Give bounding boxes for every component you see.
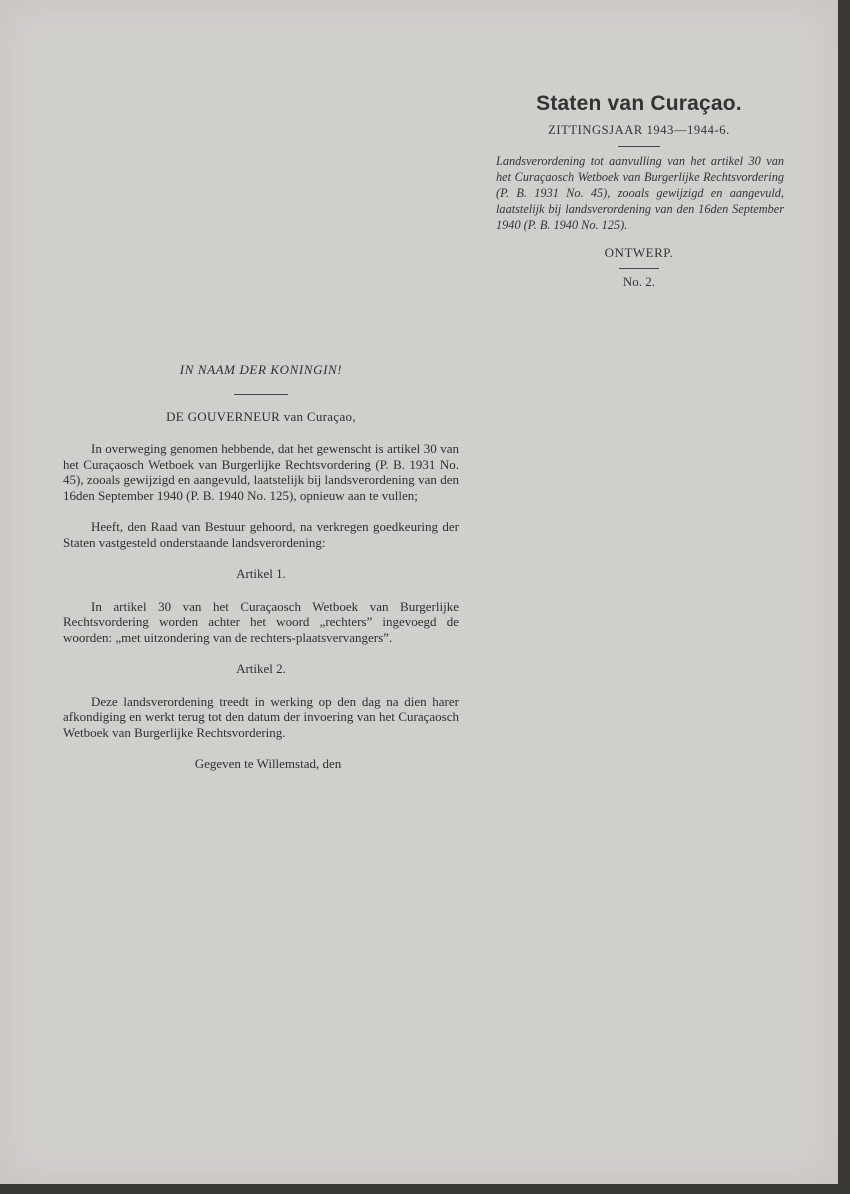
draft-divider [619, 268, 659, 269]
royal-motto: IN NAAM DER KONINGIN! [179, 362, 343, 377]
document-number: No. 2. [622, 274, 656, 289]
enactment-paragraph: Heeft, den Raad van Bestuur gehoord, na verkregen goedkeuring der Staten vastgesteld onderstaande landsverordening: [63, 519, 459, 550]
motto-divider [234, 394, 288, 395]
scan-edge-bottom [0, 1184, 850, 1194]
draft-label: ONTWERP. [604, 245, 674, 260]
header-divider [618, 146, 660, 147]
session-year: ZITTINGSJAAR 1943—1944-6. [548, 123, 730, 137]
article-1-heading: Artikel 1. [236, 566, 286, 581]
governor-line: DE GOUVERNEUR van Curaçao, [166, 408, 356, 424]
article-2-heading: Artikel 2. [236, 661, 286, 676]
consideration-paragraph: In overweging genomen hebbende, dat het gewenscht is artikel 30 van het Curaçaosch Wetboek van Burgerlijke Rechtsvordering (P. B. 1931 No. 45), zooals gewijzigd en aangevuld, laatstelijk bij landsverordening van den 16den September 1940 (P. B. 1940 No. 125), opnieuw aan te vullen; [63, 441, 459, 503]
article-2-text: Deze landsverordening treedt in werking op den dag na dien harer afkondiging en werkt terug tot den datum der invoering van het Curaçaosch Wetboek van Burgerlijke Rechtsvordering. [63, 693, 459, 740]
article-1-text: In artikel 30 van het Curaçaosch Wetboek van Burgerlijke Rechtsvordering worden achter het woord „rechters” ingevoegd de woorden: „met uitzondering van de rechters-plaatsvervangers”. [63, 598, 459, 645]
ordinance-body [63, 362, 459, 772]
given-at-line: Gegeven te Willemstad, den [194, 756, 342, 771]
ordinance-description: Landsverordening tot aanvulling van het artikel 30 van het Curaçaosch Wetboek van Burgerlijke Rechtsvordering (P. B. 1931 No. 45), zooals gewijzigd en aangevuld, laatstelijk bij landsverordening van den 16den September 1940 (P. B. 1940 No. 125). [496, 154, 784, 232]
scan-edge-right [838, 0, 850, 1194]
document-title: Staten van Curaçao. [536, 92, 742, 115]
document-header [494, 92, 784, 290]
